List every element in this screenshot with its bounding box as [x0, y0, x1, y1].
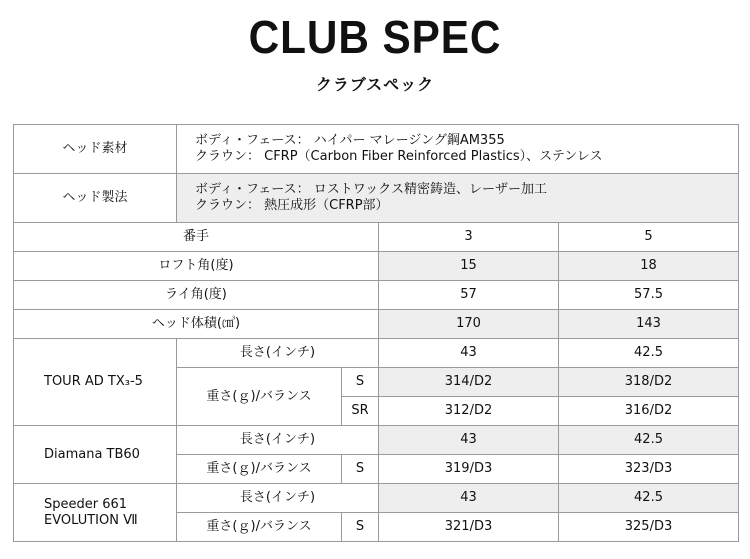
loft-value-3: 15 — [379, 252, 559, 281]
table-row-head-material — [14, 125, 739, 174]
shaft1-length-5: 42.5 — [559, 339, 739, 368]
shaft3-weight-label: 重さ(ｇ)/バランス — [177, 513, 342, 542]
table-row-shaft2-length — [14, 426, 739, 455]
number-value-3: 3 — [379, 223, 559, 252]
shaft2-weight-s-5: 323/D3 — [559, 455, 739, 484]
table-row-number — [14, 223, 739, 252]
shaft1-weight-s-5: 318/D2 — [559, 368, 739, 397]
shaft1-flex-sr: SR — [342, 397, 379, 426]
shaft1-flex-s: S — [342, 368, 379, 397]
loft-label: ロフト角(度) — [14, 252, 379, 281]
shaft1-weight-sr-5: 316/D2 — [559, 397, 739, 426]
head-manufacturing-label: ヘッド製法 — [14, 174, 177, 223]
shaft1-weight-sr-3: 312/D2 — [379, 397, 559, 426]
head-manufacturing-desc — [177, 174, 739, 223]
shaft2-weight-s-3: 319/D3 — [379, 455, 559, 484]
shaft3-name-line2: EVOLUTION Ⅶ — [44, 512, 138, 528]
lie-value-3: 57 — [379, 281, 559, 310]
table-row-volume — [14, 310, 739, 339]
volume-label: ヘッド体積(㎤) — [14, 310, 379, 339]
page-title: CLUB SPEC — [248, 11, 502, 63]
shaft3-weight-s-5: 325/D3 — [559, 513, 739, 542]
shaft3-name-line1: Speeder 661 — [44, 496, 128, 512]
shaft3-length-label: 長さ(インチ) — [177, 484, 379, 513]
shaft2-flex-s: S — [342, 455, 379, 484]
shaft1-weight-label: 重さ(ｇ)/バランス — [177, 368, 342, 426]
shaft1-name: TOUR AD TX₃-5 — [14, 339, 177, 426]
table-row-head-manufacturing — [14, 174, 739, 223]
number-label: 番手 — [14, 223, 379, 252]
shaft2-name: Diamana TB60 — [14, 426, 177, 484]
shaft3-weight-s-3: 321/D3 — [379, 513, 559, 542]
volume-value-3: 170 — [379, 310, 559, 339]
lie-value-5: 57.5 — [559, 281, 739, 310]
shaft3-length-5: 42.5 — [559, 484, 739, 513]
head-material-label: ヘッド素材 — [14, 125, 177, 174]
shaft2-length-3: 43 — [379, 426, 559, 455]
club-spec-table — [13, 124, 739, 542]
head-manufacturing-line2: クラウン： 熱圧成形（CFRP部） — [195, 198, 389, 213]
head-material-line1: ボディ・フェース： ハイパー マレージング鋼AM355 — [195, 133, 505, 148]
head-manufacturing-line1: ボディ・フェース： ロストワックス精密鋳造、レーザー加工 — [195, 182, 548, 197]
shaft2-length-label: 長さ(インチ) — [177, 426, 379, 455]
shaft1-weight-s-3: 314/D2 — [379, 368, 559, 397]
shaft1-length-label: 長さ(インチ) — [177, 339, 379, 368]
loft-value-5: 18 — [559, 252, 739, 281]
head-material-line2: クラウン： CFRP（Carbon Fiber Reinforced Plastics）、ステンレス — [195, 149, 603, 164]
shaft2-length-5: 42.5 — [559, 426, 739, 455]
table-row-lie — [14, 281, 739, 310]
number-value-5: 5 — [559, 223, 739, 252]
shaft3-length-3: 43 — [379, 484, 559, 513]
table-row-shaft1-length — [14, 339, 739, 368]
shaft3-flex-s: S — [342, 513, 379, 542]
table-row-loft — [14, 252, 739, 281]
volume-value-5: 143 — [559, 310, 739, 339]
page-subtitle: クラブスペック — [315, 75, 435, 94]
shaft3-name — [14, 484, 177, 542]
head-material-desc — [177, 125, 739, 174]
table-row-shaft3-length — [14, 484, 739, 513]
lie-label: ライ角(度) — [14, 281, 379, 310]
shaft2-weight-label: 重さ(ｇ)/バランス — [177, 455, 342, 484]
shaft1-length-3: 43 — [379, 339, 559, 368]
